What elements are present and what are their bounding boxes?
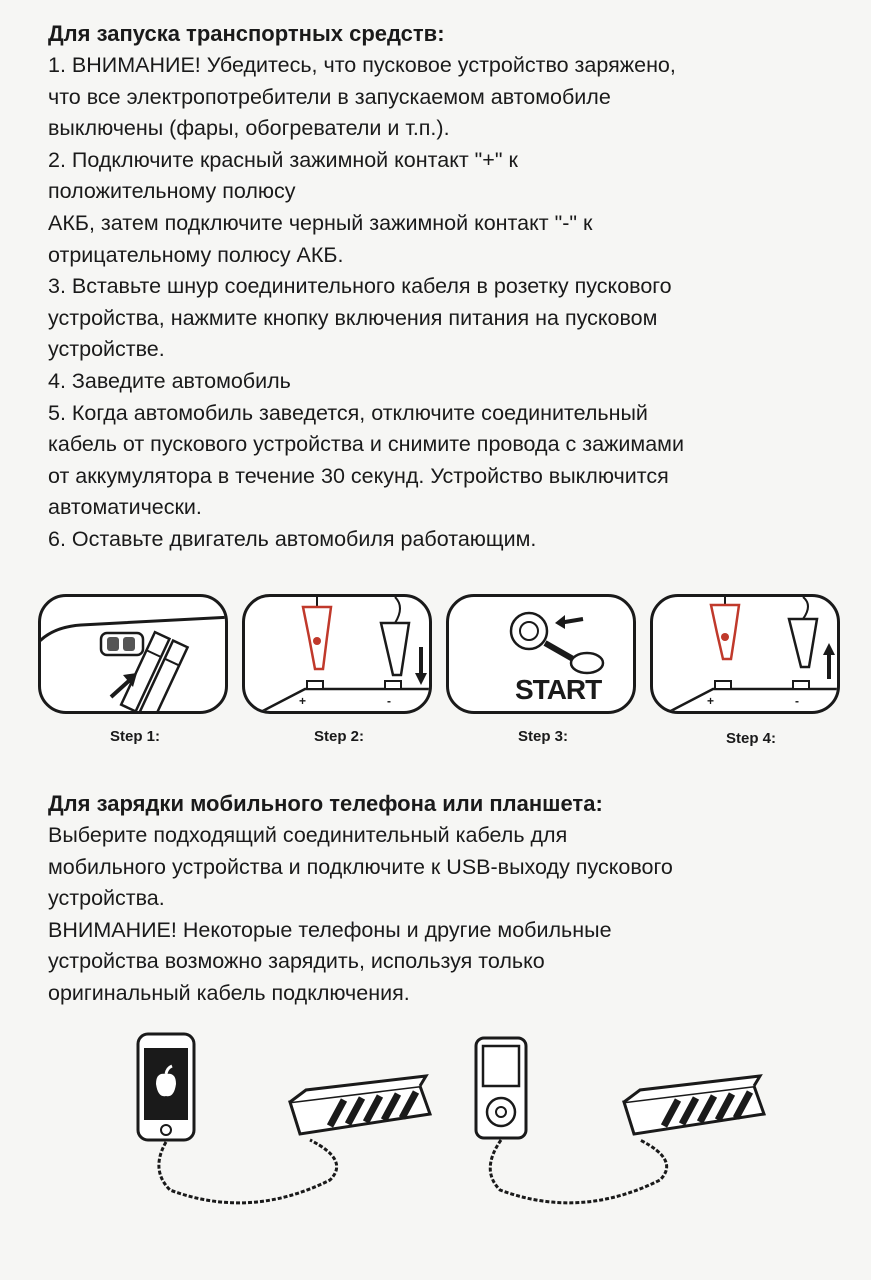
instruction-line: оригинальный кабель подключения.: [48, 980, 410, 1005]
cable-plug-icon: [41, 597, 228, 714]
phone-charge-section: [48, 788, 841, 1010]
minus-terminal-mark: -: [387, 694, 391, 708]
battery-clamps-removed-icon: [653, 597, 840, 714]
instruction-line: Выберите подходящий соединительный кабель для: [48, 823, 568, 847]
step-4-label: Step 4:: [726, 730, 777, 747]
instruction-line: устройства.: [48, 886, 165, 911]
step-2-label: Step 2:: [314, 728, 365, 745]
vehicle-start-heading: Для запуска транспортных средств:: [48, 21, 445, 46]
instruction-line: 6. Оставьте двигатель автомобиля работающим.: [48, 526, 537, 551]
minus-terminal-mark: -: [795, 694, 799, 708]
phone-charging-illustration: [130, 1030, 440, 1230]
music-player-powerbank-icon: [470, 1030, 780, 1230]
ignition-key-icon: [449, 597, 636, 714]
instruction-line: 4. Заведите автомобиль: [48, 368, 291, 393]
instruction-line: положительному полюсу: [48, 179, 296, 204]
instruction-line: АКБ, затем подключите черный зажимной контакт "-" к: [48, 210, 593, 235]
instruction-line: 5. Когда автомобиль заведется, отключите соединительный: [48, 400, 648, 425]
step-illustrations: [38, 594, 838, 754]
plus-terminal-mark: +: [707, 694, 715, 708]
instruction-line: выключены (фары, обогреватели и т.п.).: [48, 116, 450, 141]
instruction-line: отрицательному полюсу АКБ.: [48, 242, 344, 267]
instruction-line: кабель от пускового устройства и снимите провода с зажимами: [48, 432, 684, 457]
smartphone-powerbank-icon: [130, 1030, 440, 1230]
instruction-line: от аккумулятора в течение 30 секунд. Устройство выключится: [48, 463, 669, 488]
step-3-label: Step 3:: [518, 728, 569, 745]
start-label: START: [515, 674, 602, 705]
instruction-line: 3. Вставьте шнур соединительного кабеля в розетку пускового: [48, 274, 672, 299]
instruction-line: ВНИМАНИЕ! Некоторые телефоны и другие мобильные: [48, 917, 612, 942]
step-1-panel: [38, 594, 228, 714]
step-3-panel: [446, 594, 636, 714]
plus-terminal-mark: +: [299, 694, 307, 708]
step-1-label: Step 1:: [110, 728, 161, 745]
mp3-charging-illustration: [470, 1030, 780, 1230]
vehicle-start-section: [48, 18, 841, 556]
instruction-line: устройства возможно зарядить, используя только: [48, 949, 545, 974]
instruction-line: 1. ВНИМАНИЕ! Убедитесь, что пусковое устройство заряжено,: [48, 53, 676, 77]
step-2-panel: [242, 594, 432, 714]
instruction-line: устройстве.: [48, 337, 165, 362]
instruction-line: что все электропотребители в запускаемом автомобиле: [48, 84, 611, 109]
phone-charge-heading: Для зарядки мобильного телефона или планшета:: [48, 791, 603, 816]
instruction-line: устройства, нажмите кнопку включения питания на пусковом: [48, 305, 658, 330]
instruction-line: автоматически.: [48, 495, 202, 520]
instruction-line: мобильного устройства и подключите к USB-выходу пускового: [48, 854, 673, 879]
battery-clamps-icon: [245, 597, 432, 714]
step-4-panel: [650, 594, 840, 714]
instruction-line: 2. Подключите красный зажимной контакт "+" к: [48, 147, 518, 172]
